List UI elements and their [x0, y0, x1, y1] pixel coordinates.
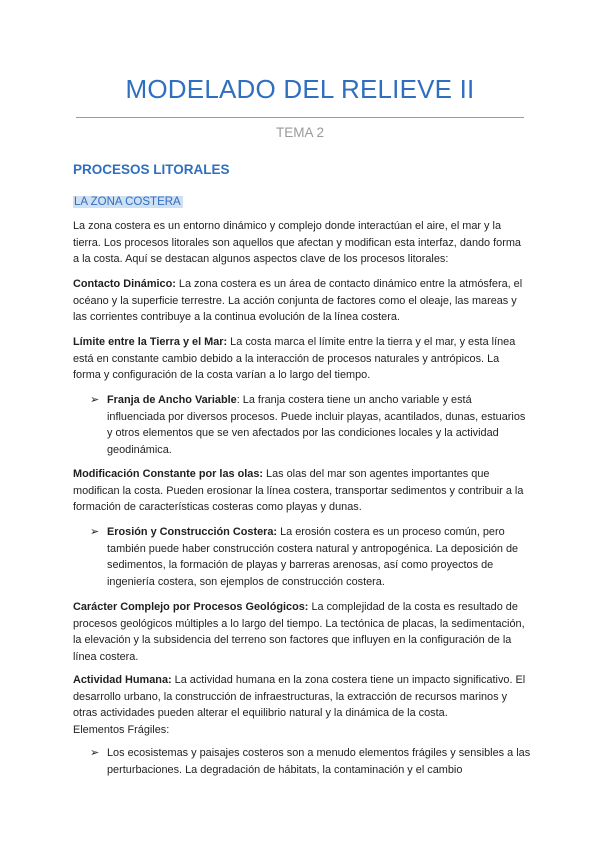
paragraph-actividad: [73, 672, 530, 738]
intro-paragraph: La zona costera es un entorno dinámico y complejo donde interactúan el aire, el mar y la tierra. Los procesos litorales son aquellos que afectan y modifican esta interfaz, dando forma a la costa. Aquí se destacan algunos aspectos clave de los procesos litorales:: [73, 220, 521, 266]
bullet-franja: [90, 392, 532, 458]
paragraph-modificacion: [73, 466, 530, 516]
paragraph-term: Actividad Humana:: [73, 674, 172, 686]
arrow-bullet-icon: ➢: [90, 526, 100, 538]
paragraph-text: Las olas del mar son agentes importantes que modifican la costa. Pueden erosionar la línea costera, transportar sedimentos y contribuir a la formación de características costeras como playas y dunas.: [73, 468, 524, 514]
paragraph-text: La zona costera es un área de contacto dinámico entre la atmósfera, el océano y la superficie terrestre. La acción conjunta de factores como el oleaje, las mareas y las corrientes contribuye a la continua evolución de la línea costera.: [73, 278, 523, 324]
paragraph-term: Carácter Complejo por Procesos Geológicos:: [73, 601, 309, 613]
paragraph-text: La costa marca el límite entre la tierra y el mar, y esta línea está en constante cambio debido a la interacción de procesos naturales y antrópicos. La forma y configuración de la costa varían a lo largo del tiempo.: [73, 336, 516, 382]
bullet-text: : La franja costera tiene un ancho variable y está influenciada por diversos procesos. Puede incluir playas, acantilados, dunas, estuarios y otros elementos que se ven afectados por las condiciones locales y la actividad geodinámica.: [107, 394, 526, 456]
paragraph-text: La actividad humana en la zona costera tiene un impacto significativo. El desarrollo urbano, la construcción de infraestructuras, la extracción de recursos marinos y otras actividades pueden alterar el equilibrio natural y la dinámica de la costa.: [73, 674, 526, 720]
paragraph-term: Contacto Dinámico:: [73, 278, 176, 290]
section-heading: PROCESOS LITORALES: [73, 162, 230, 177]
paragraph-term: Límite entre la Tierra y el Mar:: [73, 336, 228, 348]
bullet-term: Franja de Ancho Variable: [107, 394, 237, 406]
paragraph-tail: Elementos Frágiles:: [73, 723, 170, 736]
paragraph-term: Modificación Constante por las olas:: [73, 468, 264, 480]
bullet-text: Los ecosistemas y paisajes costeros son a menudo elementos frágiles y sensibles a las perturbaciones. La degradación de hábitats, la contaminación y el cambio: [107, 747, 531, 776]
document-title: MODELADO DEL RELIEVE II: [125, 74, 475, 104]
paragraph-limite: [73, 334, 530, 384]
paragraph-contacto-dinamico: [73, 276, 530, 326]
bullet-erosion: [90, 524, 532, 590]
paragraph-text: La complejidad de la costa es resultado de procesos geológicos múltiples a lo largo del tiempo. La tectónica de placas, la sedimentación, la elevación y la subsidencia del terreno son factores que influyen en la configuración de la línea costera.: [73, 601, 525, 663]
subsection-heading: LA ZONA COSTERA: [74, 196, 181, 208]
arrow-bullet-icon: ➢: [90, 394, 100, 406]
bullet-content: [107, 392, 532, 458]
title-divider: [76, 117, 524, 118]
bullet-term: Erosión y Construcción Costera:: [107, 526, 278, 538]
paragraph-caracter: [73, 599, 530, 665]
arrow-bullet-icon: ➢: [90, 747, 100, 759]
bullet-ecosistemas: [90, 745, 532, 778]
bullet-text: La erosión costera es un proceso común, pero también puede haber construcción costera natural y antropogénica. La deposición de sedimentos, la formación de playas y barreras arenosas, así como proyectos de ingeniería costera, son ejemplos de construcción costera.: [107, 526, 519, 588]
bullet-content: [107, 524, 532, 590]
document-subtitle: TEMA 2: [275, 125, 324, 140]
